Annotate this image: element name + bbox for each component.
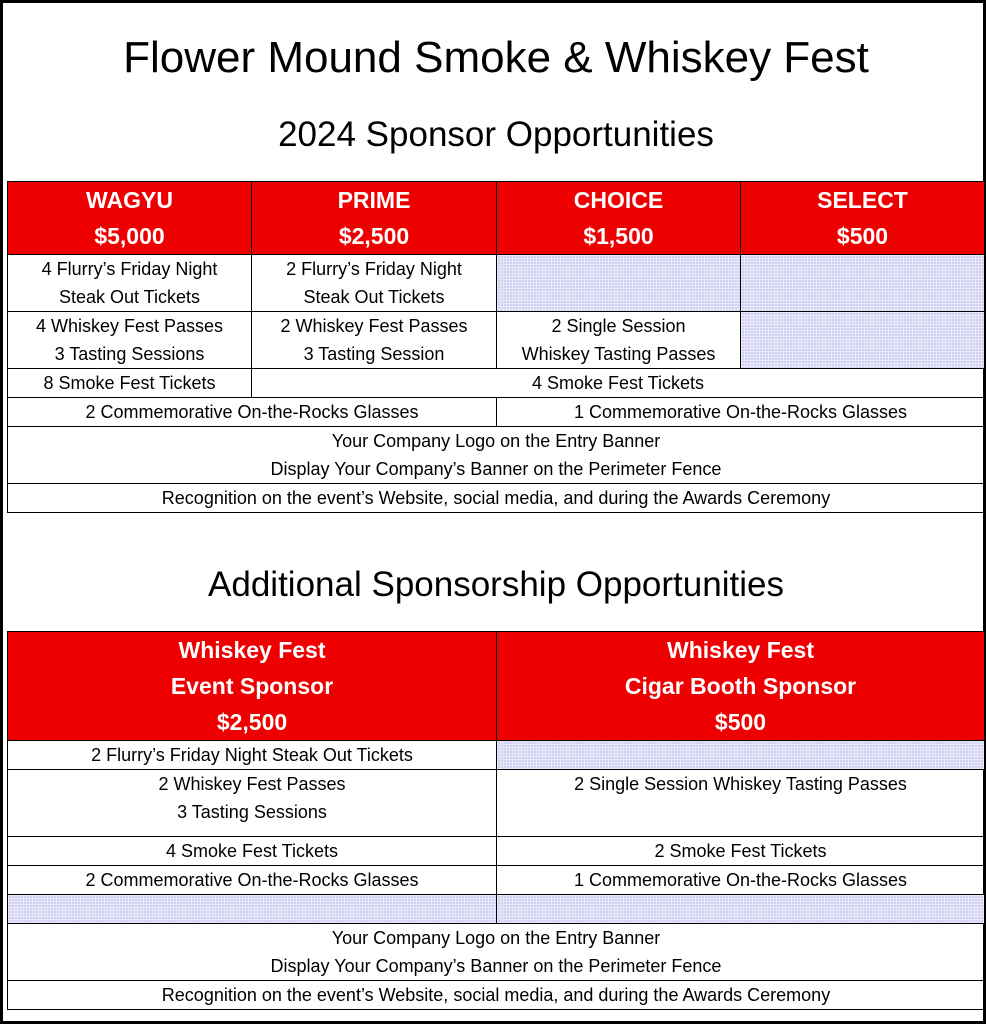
smoke-cigar-cell: 2 Smoke Fest Tickets xyxy=(497,837,985,866)
glasses-event-cell: 2 Commemorative On-the-Rocks Glasses xyxy=(8,866,497,895)
page-subtitle: 2024 Sponsor Opportunities xyxy=(278,115,714,154)
tier-choice-header: CHOICE $1,500 xyxy=(497,182,741,255)
empty-cell xyxy=(497,255,741,312)
whiskey-event-cell: 2 Whiskey Fest Passes 3 Tasting Sessions xyxy=(8,770,497,837)
steak-out-wagyu-cell: 4 Flurry’s Friday Night Steak Out Tickets xyxy=(8,255,252,312)
whiskey-wagyu-cell: 4 Whiskey Fest Passes 3 Tasting Sessions xyxy=(8,312,252,369)
whiskey-choice-cell: 2 Single Session Whiskey Tasting Passes xyxy=(497,312,741,369)
smoke-others-cell: 4 Smoke Fest Tickets xyxy=(252,369,985,398)
empty-cell xyxy=(8,895,497,924)
additional-title: Additional Sponsorship Opportunities xyxy=(208,565,784,604)
recognition-cell: Recognition on the event’s Website, social media, and during the Awards Ceremony xyxy=(8,484,985,513)
glasses-one-cell: 1 Commemorative On-the-Rocks Glasses xyxy=(497,398,985,427)
empty-cell xyxy=(497,741,985,770)
tier-prime-header: PRIME $2,500 xyxy=(252,182,497,255)
recognition-cell-additional: Recognition on the event’s Website, social media, and during the Awards Ceremony xyxy=(8,981,985,1010)
sponsor-tiers-table xyxy=(7,181,985,513)
whiskey-cigar-cell: 2 Single Session Whiskey Tasting Passes xyxy=(497,770,985,837)
event-sponsor-header: Whiskey Fest Event Sponsor $2,500 xyxy=(8,632,497,741)
empty-cell xyxy=(497,895,985,924)
empty-cell xyxy=(741,255,985,312)
smoke-event-cell: 4 Smoke Fest Tickets xyxy=(8,837,497,866)
smoke-wagyu-cell: 8 Smoke Fest Tickets xyxy=(8,369,252,398)
tier-select-header: SELECT $500 xyxy=(741,182,985,255)
empty-cell xyxy=(741,312,985,369)
steak-out-prime-cell: 2 Flurry’s Friday Night Steak Out Tickets xyxy=(252,255,497,312)
cigar-sponsor-header: Whiskey Fest Cigar Booth Sponsor $500 xyxy=(497,632,985,741)
glasses-two-cell: 2 Commemorative On-the-Rocks Glasses xyxy=(8,398,497,427)
steak-out-event-cell: 2 Flurry’s Friday Night Steak Out Tickets xyxy=(8,741,497,770)
glasses-cigar-cell: 1 Commemorative On-the-Rocks Glasses xyxy=(497,866,985,895)
whiskey-prime-cell: 2 Whiskey Fest Passes 3 Tasting Session xyxy=(252,312,497,369)
logo-banner-cell: Your Company Logo on the Entry Banner Display Your Company’s Banner on the Perimeter Fence xyxy=(8,427,985,484)
additional-sponsors-table xyxy=(7,631,985,1010)
tier-wagyu-header: WAGYU $5,000 xyxy=(8,182,252,255)
logo-banner-cell-additional: Your Company Logo on the Entry Banner Display Your Company’s Banner on the Perimeter Fence xyxy=(8,924,985,981)
page-title: Flower Mound Smoke & Whiskey Fest xyxy=(123,33,869,82)
